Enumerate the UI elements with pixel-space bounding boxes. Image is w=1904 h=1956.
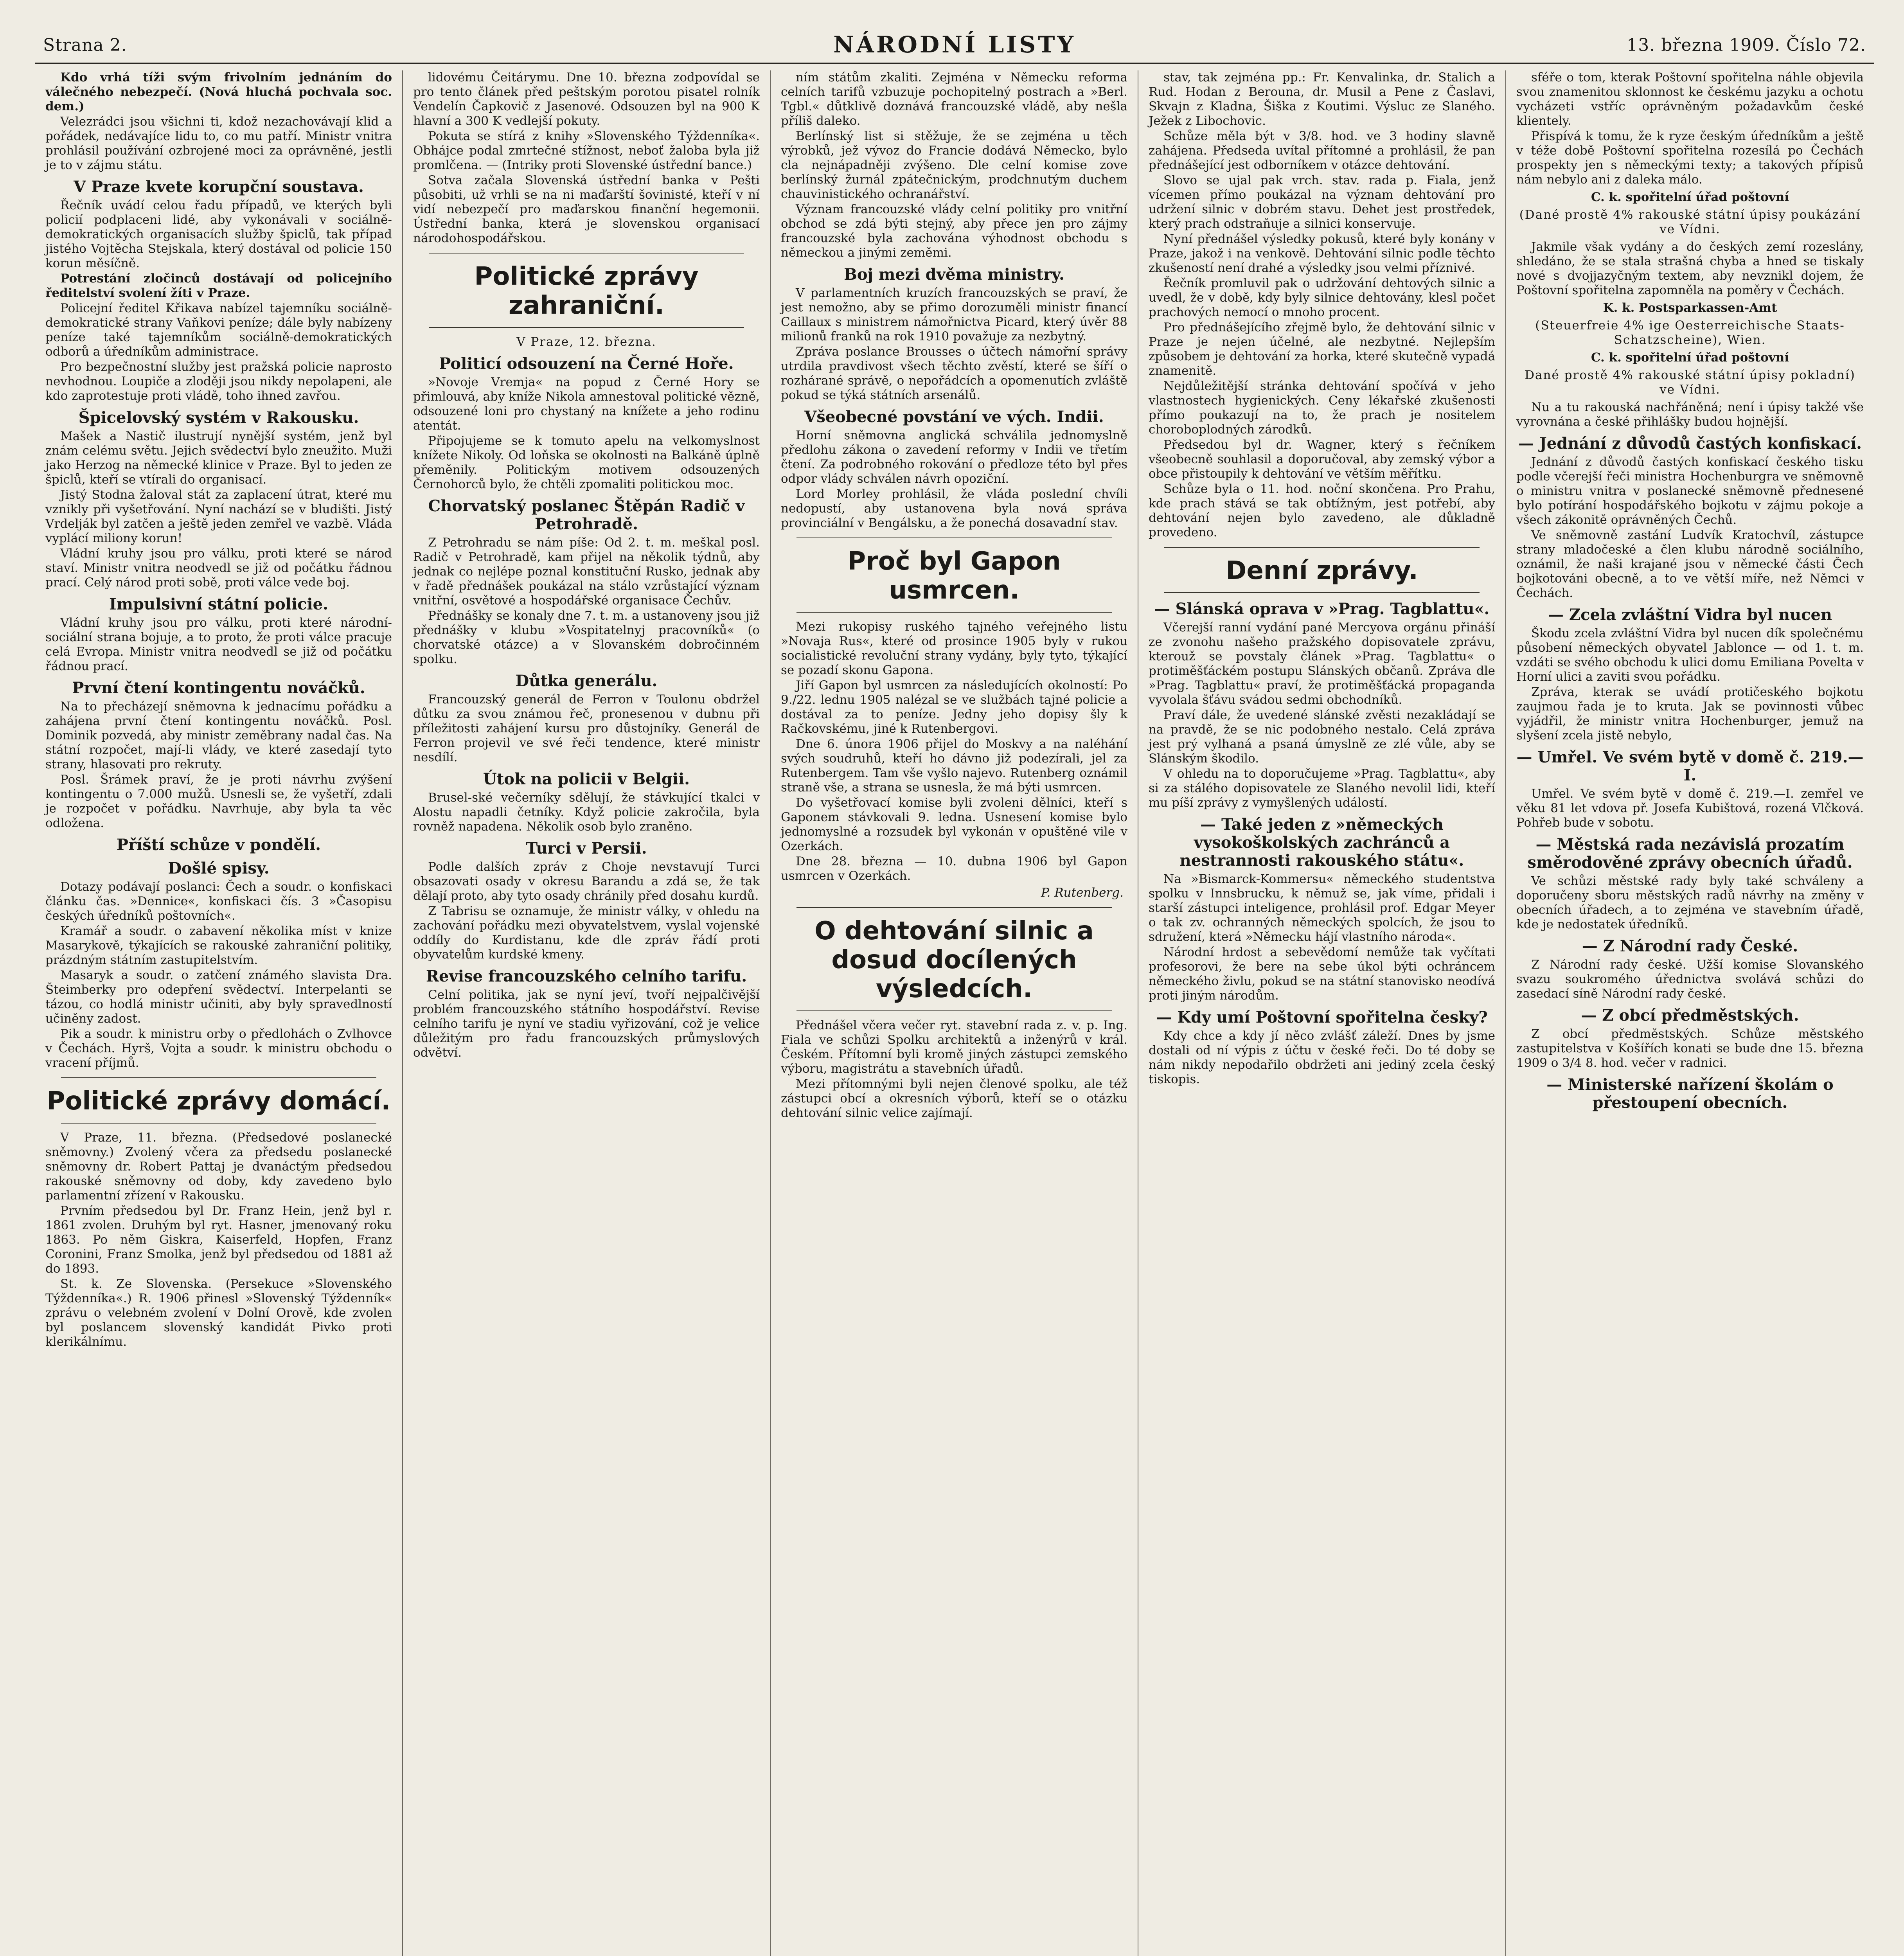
section-heading: Špicelovský systém v Rakousku. [78, 408, 359, 427]
section-heading: V Praze kvete korupční soustava. [74, 178, 364, 196]
paragraph: St. k. Ze Slovenska. (Persekuce »Slovenského Týždenníka«.) R. 1906 přinesl »Slovenský Týždenník« zprávu o velebném zvolení v Dolní Orově, kde zvolen byl poslancem slovenský kandidát Pivko proti klerikálnímu. [45, 1277, 392, 1349]
paragraph: Připojujeme se k tomuto apelu na velkomyslnost knížete Nikoly. Od loňska se okolnosti na Balkáně úplně přeměnily. Politickým motivem odsouzených Černohorců bylo, že chtěli zpomaliti politickou moc. [413, 434, 760, 491]
section-heading: Politicí odsouzení na Černé Hoře. [439, 354, 734, 373]
section-heading: Revise francouzského celního tarifu. [426, 967, 747, 985]
column-2 [403, 70, 771, 1956]
paragraph: Z Národní rady české. Užší komise Slovanského svazu soukromého úřednictva svolává schůzi do zasedací síně Národní rady české. [1516, 958, 1864, 1001]
column-1 [35, 70, 403, 1956]
newspaper-title: NÁRODNÍ LISTY [833, 31, 1076, 58]
divider [429, 327, 744, 328]
paragraph: »Novoje Vremja« na popud z Černé Hory se přimlouvá, aby kníže Nikola amnestoval politické vězně, odsouzené loni pro chystaný na knížete a jeho rodinu atentát. [413, 375, 760, 433]
paragraph: Předsedou byl dr. Wagner, který s řečníkem všeobecně souhlasil a doporučoval, aby zemský výbor a obce přistoupily k dehtování ve větším měřítku. [1149, 438, 1495, 481]
paragraph: Vládní kruhy jsou pro válku, proti které se národ staví. Ministr vnitra neodvedl se již od počátku řádnou prací. Celý národ proti sobě, proti válce vede boj. [45, 547, 392, 590]
paragraph: Na to přecházejí sněmovna k jednacímu pořádku a zahájena první čtení kontingentu nováčků. Posl. Dominik pozvedá, aby ministr zeměbrany nadal čas. Na státní rozpočet, mají-li vlády, ve které zasedají tyto strany, hlasovati pro rekruty. [45, 699, 392, 771]
paragraph: Sotva začala Slovenská ústřední banka v Pešti působiti, už vrhli se na ni maďarští šovinisté, kteří v ní vidí nebezpečí pro maďarskou finanční hegemonii. Ústřední banka, která je slovenskou organisací národohospodářskou. [413, 173, 760, 245]
section-heading: — Kdy umí Poštovní spořitelna česky? [1156, 1008, 1488, 1027]
paragraph: Lord Morley prohlásil, že vláda poslední chvíli nedopustí, aby ustanovena byla nová správa provinciální v Bengálsku, a že ponechá dosavadní stav. [781, 487, 1127, 530]
paragraph: Pro přednášejícího zřejmě bylo, že dehtování silnic v Praze je nejen účelné, ale nezbytné. Nejlepším způsobem je dehtování za horka, které skutečně vypadá znamenitě. [1149, 320, 1495, 378]
paragraph: Zpráva, kterak se uvádí protičeského bojkotu zaujmou řada je to kruta. Jak se povinnosti vůbec vyjádřil, že ministr vnitra Hochenburger, jemuž na slyšení zcela jistě nebylo, [1516, 685, 1864, 742]
paragraph: Pik a soudr. k ministru orby o předlohách o Zvlhovce v Čechách. Hyrš, Vojta a soudr. k ministru obchodu o vracení příjmů. [45, 1027, 392, 1070]
paragraph: sféře o tom, kterak Poštovní spořitelna náhle objevila svou znamenitou sklonnost ke českému jazyku a ochotu vycházeti vstříc oprávněným požadavkům české klientely. [1516, 70, 1864, 128]
section-heading: — Slánská oprava v »Prag. Tagblattu«. [1154, 600, 1490, 618]
paragraph: Mezi rukopisy ruského tajného veřejného listu »Novaja Rus«, které od prosince 1905 byly v rukou socialistické revoluční strany vydány, byly tyto, týkající se pozadí skonu Gapona. [781, 620, 1127, 677]
paragraph: Zpráva poslance Brousses o účtech námořní správy utrdila pravdivost všech těchto zvěstí, které se šíří o rozhárané správě, o nepořádcích a opomenutích zvláště pokud se týká státních arsenálů. [781, 345, 1127, 402]
section-heading: Příští schůze v pondělí. [116, 836, 321, 854]
paragraph: Pokuta se stírá z knihy »Slovenského Týždenníka«. Obhájce podal zmrtečné stížnost, neboť žaloba byla již promlčena. — (Intriky proti Slovenské ústřední bance.) [413, 129, 760, 172]
paragraph: Horní sněmovna anglická schválila jednomyslně předlohu zákona o zavedení reformy v Indii ve třetím čtení. Za podrobného rokování o předloze této byl přes odpor vlády schválen návrh opoziční. [781, 428, 1127, 486]
paragraph: Celní politika, jak se nyní jeví, tvoří nejpalčivější problém francouzského státního hospodářství. Revise celního tarifu je nyní ve stadiu vyřizování, což je velice důležitým pro řadu francouzských průmyslových odvětví. [413, 988, 760, 1060]
signature: P. Rutenberg. [1041, 886, 1124, 900]
paragraph: Kramář a soudr. o zabavení několika míst v knize Masarykově, týkajících se rakouské zahraniční politiky, prázdným státním zastupitelstvím. [45, 924, 392, 967]
section-heading: — Ministerské nařízení školám o přestoupení obecních. [1546, 1075, 1834, 1112]
paragraph: Z obcí předměstských. Schůze městského zastupitelstva v Košířích konati se bude dne 15. března 1909 o 3/4 8. hod. večer v radnici. [1516, 1027, 1864, 1070]
paragraph: Význam francouzské vlády celní politiky pro vnitřní obchod se zdá býti stejný, aby přece jen pro zájmy francouzské byla zachována výhodnost obchodu s německou a jinými zeměmi. [781, 202, 1127, 260]
paragraph: Jakmile však vydány a do českých zemí rozeslány, shledáno, že se stala strašná chyba a hned se tiskaly nové s dvojjazyčným textem, aby nevznikl dojem, že Poštovní spořitelna zapomněla na poměry v Čechách. [1516, 240, 1864, 297]
section-heading: Došlé spisy. [168, 859, 270, 877]
paragraph: Mezi přítomnými byli nejen členové spolku, ale též zástupci obcí a okresních výborů, kteří se o otázku dehtování silnic velice zajímají. [781, 1077, 1127, 1120]
section-heading: — Městská rada nezávislá prozatím směrodověné zprávy obecních úřadů. [1527, 835, 1853, 872]
quoted-heading: C. k. spořitelní úřad poštovní [1591, 351, 1789, 365]
section-title: Proč byl Gapon usmrcen. [847, 547, 1061, 605]
paragraph: Přispívá k tomu, že k ryze českým úředníkům a ještě v téže době Poštovní spořitelna rozesílá po Čechách prospekty jen s německými texty; a takových přípisů nám nebylo ani z daleka málo. [1516, 129, 1864, 187]
paragraph: stav, tak zejména pp.: Fr. Kenvalinka, dr. Stalich a Rud. Hodan z Berouna, dr. Musil a Pene z Časlavi, Skvajn z Kladna, Šiška z Koutimi. Výsluc ze Slaného. Ježek z Libochovic. [1149, 70, 1495, 128]
paragraph: Z Tabrisu se oznamuje, že ministr války, v ohledu na zachování pořádku mezi obyvatelstvem, vyslal vojenské oddíly do Kurdistanu, kde dle zpráv řádí proti obyvatelům kurdské kmeny. [413, 904, 760, 962]
paragraph: Kdy chce a kdy jí něco zvlášť záleží. Dnes by jsme dostali od ní výpis z účtu v české řeči. Do té doby se nám nikdy nepodařilo obdržeti ani jediný zcela český tiskopis. [1149, 1029, 1495, 1086]
divider [61, 1077, 376, 1078]
section-heading: První čtení kontingentu nováčků. [72, 679, 365, 697]
divider [796, 907, 1112, 908]
paragraph: ním státům zkaliti. Zejména v Německu reforma celních tarifů vzbuzuje pochopitelný postrach a »Berl. Tgbl.« důtklivě doznává francouzské vládě, aby nešla příliš daleko. [781, 70, 1127, 128]
paragraph: Na »Bismarck-Kommersu« německého studentstva spolku v Innsbrucku, k němuž se, jak víme, přidali i starší zástupci inteligence, prohlásil prof. Edgar Meyer o tak zv. ochranných německých spolcích, že jsou to sdružení, která »Německu hájí vlastního národa«. [1149, 872, 1495, 944]
section-title: O dehtování silnic a dosud docílených výsledcích. [814, 917, 1094, 1003]
section-title: Politické zprávy zahraniční. [474, 262, 699, 320]
section-heading: Turci v Persii. [526, 839, 647, 858]
section-heading: Boj mezi dvěma ministry. [844, 265, 1064, 284]
issue-date: 13. března 1909. Číslo 72. [1627, 35, 1866, 55]
section-heading: Všeobecné povstání ve vých. Indii. [804, 408, 1104, 426]
paragraph: Dotazy podávají poslanci: Čech a soudr. o konfiskaci článku čas. »Dennice«, konfiskaci čís. 3 »Časopisu českých úředníků poštovních«. [45, 880, 392, 923]
paragraph: Praví dále, že uvedené slánské zvěsti nezakládají se na pravdě, že se nic podobného nestalo. Celá zpráva jest prý vylhaná a psaná úmyslně ze zlé vůle, aby se Slánským škodilo. [1149, 708, 1495, 766]
paragraph: Do vyšetřovací komise byli zvoleni dělníci, kteří s Gaponem stávkovali 9. ledna. Usnesení komise bylo jednomyslné a rozsudek byl vykonán v opuštěné vile v Ozerkách. [781, 796, 1127, 853]
paragraph: V parlamentních kruzích francouzských se praví, že jest nemožno, aby se přimo dorozuměli ministr financí Caillaux s ministrem námořnictva Picard, který úvěr 88 milionů franků na rok 1910 považuje za nezbytný. [781, 286, 1127, 343]
section-heading: — Z Národní rady České. [1582, 937, 1798, 955]
paragraph: Jednání z důvodů častých konfiskací českého tisku podle včerejší řeči ministra Hochenburgra ve sněmovně o ministru vnitra v poslanecké sněmovně přednesené bylo potírání hospodářského bojkotu v zájmu pokoje a všech zákonitě oprávněných Čechů. [1516, 455, 1864, 527]
paragraph: Včerejší ranní vydání pané Mercyova orgánu přináší ze zvonohu našeho pražského dopisovatele zprávu, kterouž se povstaly článek »Prag. Tagblattu« o protiměšťáckém postupu Slánských občanů. Zpráva dle »Prag. Tagblattu« praví, že protiměšťácká propaganda vyvolala šťávu svádou sedmi obchodníků. [1149, 620, 1495, 707]
section-heading: — Zcela zvláštní Vidra byl nucen [1548, 606, 1832, 624]
column-3 [771, 70, 1138, 1956]
paragraph: Brusel-ské večerníky sdělují, že stávkující tkalci v Alostu napadli četníky. Když policie zakročila, byla rovněž napadena. Několik osob bylo zraněno. [413, 791, 760, 834]
divider [796, 1010, 1112, 1011]
paragraph: Jistý Stodna žaloval stát za zaplacení útrat, které mu vznikly při vyšetřování. Nyní nachází se v bludišti. Jistý Vrdelják byl zatčen a ještě jeden zemřel ve vazbě. Vláda vyplácí miliony korun! [45, 488, 392, 545]
column-4 [1138, 70, 1506, 1956]
paragraph: Slovo se ujal pak vrch. stav. rada p. Fiala, jenž vícemen přímo poukázal na význam dehtování pro udržení silnic v dobrém stavu. Dehet jest prostředek, který prach odstraňuje a silnici konservuje. [1149, 173, 1495, 231]
masthead [35, 27, 1874, 64]
paragraph: Přednášky se konaly dne 7. t. m. a ustanoveny jsou již přednášky v klubu »Vospitatelnyj pracovníků« (o chorvatské otázce) a v Slovanském dobročinném spolku. [413, 609, 760, 666]
paragraph: Škodu zcela zvláštní Vidra byl nucen dík společnému působení německých obyvatel Jablonce — od 1. t. m. vzdáti se svého obchodu k ulici domu Emiliana Povelta v Horní ulici a zaviti svou pořádku. [1516, 626, 1864, 684]
newspaper-page [35, 27, 1874, 1956]
section-heading: — Umřel. Ve svém bytě v domě č. 219.—I. [1516, 748, 1864, 784]
paragraph: Francouzský generál de Ferron v Toulonu obdržel důtku za svou známou řeč, pronesenou v dubnu při příležitosti zahájení kursu pro důstojníky. Generál de Ferron projevil ve své řeči tendence, které ministr nesdílí. [413, 692, 760, 764]
paragraph: Masaryk a soudr. o zatčení známého slavista Dra. Šteimberky pro odepření svědectví. Interpelanti se tázou, co hodlá ministr učiniti, aby byly spravedlností učiněny zadost. [45, 968, 392, 1026]
paragraph: Ve sněmovně zastání Ludvík Kratochvíl, zástupce strany mladočeské a člen klubu národně sociálního, oznámil, že naši krajané jsou v německé části Čech bojkotováni obecně, a to ve větší míře, než Němci v Čechách. [1516, 528, 1864, 600]
paragraph: lidovému Čeitárymu. Dne 10. března zodpovídal se pro tento článek před peštským porotou pisatel rolník Vendelín Čapkovič z Jasenové. Odsouzen byl na 900 K hlavní a 300 K vedlejší pokuty. [413, 70, 760, 128]
divider [1164, 592, 1480, 593]
paragraph: Nejdůležitější stránka dehtování spočívá v jeho vlastnostech hygienických. Ceny lékařské zkušenosti přímo poukazují na to, že prach je nositelem choroboplodných zárodků. [1149, 379, 1495, 437]
column-5 [1506, 70, 1874, 1956]
section-title: Denní zprávy. [1226, 556, 1418, 585]
paragraph: Přednášel včera večer ryt. stavební rada z. v. p. Ing. Fiala ve schůzi Spolku architektů a inženýrů v král. Českém. Přítomní byli kromě jiných zástupci zemského výboru, magistrátu a stavebních úřadů. [781, 1018, 1127, 1076]
paragraph: Policejní ředitel Křikava nabízel tajemníku sociálně-demokratické strany Vaňkovi peníze; dále byly nabízeny peníze také tajemníkům sociálně-demokratických odborů a úředníkům administrace. [45, 301, 392, 359]
paragraph: Pro bezpečnostní služby jest pražská policie naprosto nevhodnou. Loupiče a zloději jsou nikdy nepolapeni, ale kdo zaprotestuje proti vládě, toho ihned zavřou. [45, 360, 392, 403]
section-heading: Důtka generálu. [515, 672, 658, 690]
paragraph: Berlínský list si stěžuje, že se zejména u těch výrobků, jež vývoz do Francie dodává Německo, bylo cla nejnápadněji zvýšeno. Dle celní komise zove berlínský žurnál zpátečnickým, prodchnutým duchem chauvinistického ochranářství. [781, 129, 1127, 201]
paragraph: Schůze byla o 11. hod. noční skončena. Pro Prahu, kde prach stává se tak obtížným, jest potřebí, aby dehtování nejen bylo zavedeno, ale důkladně provedeno. [1149, 482, 1495, 539]
paragraph: V Praze, 11. března. (Předsedové poslanecké sněmovny.) Zvolený včera za předsedu poslanecké sněmovny dr. Robert Pattaj je dvanáctým předsedou rakouské sněmovny od doby, kdy zavedeno bylo parlamentní zřízení v Rakousku. [45, 1131, 392, 1203]
divider [796, 612, 1112, 613]
paragraph: Jiří Gapon byl usmrcen za následujících okolností: Po 9./22. lednu 1905 nalézal se ve službách tajné policie a dostával za to peníze. Jedny jeho dopisy šly k Račkovskému, jiné k Rutenbergovi. [781, 678, 1127, 736]
section-heading: — Jednání z důvodů častých konfiskací. [1518, 434, 1862, 453]
columns [35, 70, 1874, 1956]
paragraph: Velezrádci jsou všichni ti, kdož nezachovávají klid a pořádek, nedávajíce lidu to, co mu patří. Ministr vnitra prohlásil používání ozbrojené moci za oprávněné, jestli je to v zájmu státu. [45, 115, 392, 172]
paragraph: Dne 6. února 1906 přijel do Moskvy a na naléhání svých soudruhů, kteří ho dávno již podezírali, jel za Rutenbergem. Tam vše vyšlo najevo. Rutenberg oznámil straně vše, a strana se usnesla, že má býti usmrcen. [781, 737, 1127, 795]
quoted-subheading: (Steuerfreie 4% ige Oesterreichische Staats-Schatzscheine), Wien. [1535, 318, 1845, 347]
paragraph: Potrestání zločinců dostávají od policejního ředitelství svolení žíti v Praze. [45, 271, 392, 300]
paragraph: Dne 28. března — 10. dubna 1906 byl Gapon usmrcen v Ozerkách. [781, 854, 1127, 883]
section-heading: — Také jeden z »německých vysokoškolských zachránců a nestrannosti rakouského státu«. [1179, 815, 1464, 870]
section-heading: Impulsivní státní policie. [109, 595, 328, 613]
paragraph: Kdo vrhá tíži svým frivolním jednáním do válečného nebezpečí. (Nová hluchá pochvala soc. dem.) [45, 70, 392, 113]
quoted-heading: K. k. Postsparkassen-Amt [1603, 301, 1777, 315]
quoted-subheading: (Dané prostě 4% rakouské státní úpisy poukázání ve Vídni. [1519, 208, 1861, 236]
paragraph: Nyní přednášel výsledky pokusů, které byly konány v Praze, jakož i na venkově. Dehtování silnic podle těchto zkušeností není drahé a výsledky jsou velmi příznivé. [1149, 232, 1495, 275]
section-heading: Chorvatský poslanec Štěpán Radič v Petrohradě. [428, 497, 745, 533]
paragraph: Z Petrohradu se nám píše: Od 2. t. m. meškal posl. Radič v Petrohradě, kam přijel na několik týdnů, aby jednak co nejlépe poznal konstituční Rusko, jednak aby v řadě přednášek poukázal na stálo vzrůstající význam vnitřní, osvětové a hospodářské organisace Čechův. [413, 536, 760, 608]
dateline: V Praze, 12. března. [516, 335, 656, 349]
paragraph: V ohledu na to doporučujeme »Prag. Tagblattu«, aby si za stálého dopisovatele ze Slaného nevolil lidi, kteří mu píší zprávy z vymyšlených událostí. [1149, 767, 1495, 810]
paragraph: Posl. Šrámek praví, že je proti návrhu zvýšení kontingentu o 7.000 mužů. Usnesli se, že vyšetří, zdali je rozpočet v pořádku. Navrhuje, aby byla ta věc odložena. [45, 773, 392, 830]
section-title: Politické zprávy domácí. [47, 1087, 391, 1116]
paragraph: Schůze měla být v 3/8. hod. ve 3 hodiny slavně zahájena. Předseda uvítal přítomné a prohlásil, že pan přednášející jest odborníkem v otázce dehtování. [1149, 129, 1495, 172]
quoted-subheading: Dané prostě 4% rakouské státní úpisy pokladní) ve Vídni. [1525, 368, 1855, 397]
paragraph: Nu a tu rakouská nachřáněná; není i úpisy takžé vše vyrovnána a české přihlášky budou hojnější. [1516, 400, 1864, 429]
paragraph: Mašek a Nastič ilustrují nynější systém, jenž byl znám celému světu. Jejich svědectví bylo zneužito. Muži jako Herzog na německé klinice v Praze. Byl to jeden ze špiclů, kteří se vtírali do organisací. [45, 429, 392, 487]
paragraph: Podle dalších zpráv z Choje nevstavují Turci obsazovati osady v okresu Barandu a zdá se, že tak dělají proto, aby tyto osady chránily před dosahu kurdů. [413, 860, 760, 903]
paragraph: Umřel. Ve svém bytě v domě č. 219.—I. zemřel ve věku 81 let vdova př. Josefa Kubištová, rozená Vlčková. Pohřeb bude v sobotu. [1516, 787, 1864, 830]
divider [61, 1123, 376, 1124]
paragraph: Řečník promluvil pak o udržování dehtových silnic a uvedl, že v době, kdy byly silnice dehtovány, klesl počet prachových nemocí o mnoho procent. [1149, 276, 1495, 319]
paragraph: Vládní kruhy jsou pro válku, proti které národní-sociální strana bojuje, a to proto, že proti válce pracuje celá Evropa. Ministr vnitra neodvedl se již od počátku řádnou prací. [45, 616, 392, 673]
section-heading: Útok na policii v Belgii. [483, 770, 690, 788]
paragraph: Prvním předsedou byl Dr. Franz Hein, jenž byl r. 1861 zvolen. Druhým byl ryt. Hasner, jmenovaný roku 1863. Po něm Giskra, Kaiserfeld, Hopfen, Franz Coronini, Franz Smolka, jenž byl předsedou od 1881 až do 1893. [45, 1204, 392, 1276]
divider [1164, 547, 1480, 548]
page-number: Strana 2. [43, 35, 127, 55]
section-heading: — Z obcí předměstských. [1581, 1006, 1799, 1025]
paragraph: Národní hrdost a sebevědomí nemůže tak vyčítati profesorovi, že bere na sebe úkol býti ochráncem německého živlu, pokud se na státní stanovisko neodívá proti jiným národům. [1149, 945, 1495, 1003]
quoted-heading: C. k. spořitelní úřad poštovní [1591, 190, 1789, 204]
paragraph: Řečník uvádí celou řadu případů, ve kterých byli policií podplaceni lidé, aby vykonávali v sociálně-demokratických organisacích služby špiclů, tak případ jistého Vojtěcha Stejskala, který dostával od policie 150 korun měsíčně. [45, 198, 392, 270]
paragraph: Ve schůzi městské rady byly také schváleny a doporučeny sboru městských radů návrhy na změny v obecních úřadech, a to zejména ve stavebním úřadě, kde je nedostatek úředníků. [1516, 874, 1864, 931]
